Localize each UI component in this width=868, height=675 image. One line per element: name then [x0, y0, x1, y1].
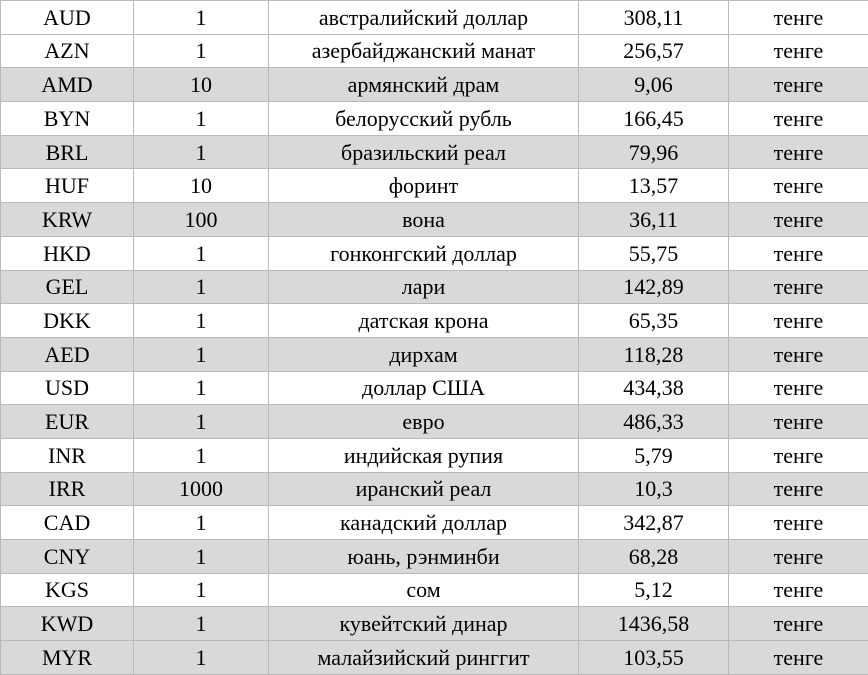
units-cell: 1: [134, 405, 269, 439]
table-row: [1, 34, 868, 68]
currency-name-cell: дирхам: [269, 337, 579, 371]
currency-code-cell: GEL: [1, 270, 134, 304]
currency-unit-cell: тенге: [729, 236, 868, 270]
currency-unit-cell: тенге: [729, 270, 868, 304]
currency-name-cell: юань, рэнминби: [269, 540, 579, 574]
units-cell: 1: [134, 371, 269, 405]
currency-unit-cell: тенге: [729, 169, 868, 203]
currency-code-cell: AMD: [1, 68, 134, 102]
table-row: [1, 641, 868, 675]
units-cell: 1: [134, 506, 269, 540]
currency-code-cell: CAD: [1, 506, 134, 540]
currency-name-cell: вона: [269, 203, 579, 237]
table-row: [1, 607, 868, 641]
currency-name-cell: форинт: [269, 169, 579, 203]
table-row: [1, 371, 868, 405]
table-row: [1, 304, 868, 338]
rate-cell: 68,28: [579, 540, 729, 574]
rate-cell: 13,57: [579, 169, 729, 203]
table-row: [1, 337, 868, 371]
table-row: [1, 236, 868, 270]
currency-unit-cell: тенге: [729, 607, 868, 641]
rate-cell: 1436,58: [579, 607, 729, 641]
currency-name-cell: индийская рупия: [269, 438, 579, 472]
units-cell: 1: [134, 573, 269, 607]
currency-unit-cell: тенге: [729, 506, 868, 540]
rate-cell: 434,38: [579, 371, 729, 405]
currency-unit-cell: тенге: [729, 337, 868, 371]
units-cell: 1: [134, 641, 269, 675]
units-cell: 1: [134, 1, 269, 35]
table-row: [1, 203, 868, 237]
table-row: [1, 1, 868, 35]
table-row: [1, 540, 868, 574]
rate-cell: 65,35: [579, 304, 729, 338]
currency-unit-cell: тенге: [729, 641, 868, 675]
currency-name-cell: бразильский реал: [269, 135, 579, 169]
currency-name-cell: армянский драм: [269, 68, 579, 102]
currency-name-cell: гонконгский доллар: [269, 236, 579, 270]
units-cell: 10: [134, 68, 269, 102]
rate-cell: 5,12: [579, 573, 729, 607]
rate-cell: 79,96: [579, 135, 729, 169]
rate-cell: 166,45: [579, 102, 729, 136]
currency-rates-body: [1, 1, 868, 675]
rate-cell: 103,55: [579, 641, 729, 675]
rate-cell: 308,11: [579, 1, 729, 35]
units-cell: 100: [134, 203, 269, 237]
rate-cell: 10,3: [579, 472, 729, 506]
currency-unit-cell: тенге: [729, 203, 868, 237]
currency-name-cell: датская крона: [269, 304, 579, 338]
table-row: [1, 438, 868, 472]
units-cell: 1: [134, 34, 269, 68]
rate-cell: 55,75: [579, 236, 729, 270]
currency-unit-cell: тенге: [729, 472, 868, 506]
currency-unit-cell: тенге: [729, 1, 868, 35]
currency-code-cell: BRL: [1, 135, 134, 169]
units-cell: 1000: [134, 472, 269, 506]
table-row: [1, 472, 868, 506]
currency-unit-cell: тенге: [729, 34, 868, 68]
rate-cell: 486,33: [579, 405, 729, 439]
currency-unit-cell: тенге: [729, 573, 868, 607]
currency-code-cell: DKK: [1, 304, 134, 338]
rate-cell: 342,87: [579, 506, 729, 540]
currency-code-cell: USD: [1, 371, 134, 405]
units-cell: 1: [134, 607, 269, 641]
units-cell: 10: [134, 169, 269, 203]
table-row: [1, 506, 868, 540]
currency-name-cell: канадский доллар: [269, 506, 579, 540]
currency-unit-cell: тенге: [729, 371, 868, 405]
currency-code-cell: MYR: [1, 641, 134, 675]
currency-unit-cell: тенге: [729, 68, 868, 102]
rate-cell: 9,06: [579, 68, 729, 102]
currency-name-cell: азербайджанский манат: [269, 34, 579, 68]
units-cell: 1: [134, 540, 269, 574]
currency-code-cell: KWD: [1, 607, 134, 641]
rate-cell: 36,11: [579, 203, 729, 237]
currency-code-cell: CNY: [1, 540, 134, 574]
table-row: [1, 169, 868, 203]
currency-name-cell: кувейтский динар: [269, 607, 579, 641]
currency-code-cell: HUF: [1, 169, 134, 203]
currency-code-cell: KRW: [1, 203, 134, 237]
table-row: [1, 135, 868, 169]
currency-code-cell: HKD: [1, 236, 134, 270]
units-cell: 1: [134, 236, 269, 270]
units-cell: 1: [134, 438, 269, 472]
currency-unit-cell: тенге: [729, 102, 868, 136]
currency-unit-cell: тенге: [729, 438, 868, 472]
table-row: [1, 68, 868, 102]
currency-name-cell: сом: [269, 573, 579, 607]
currency-name-cell: евро: [269, 405, 579, 439]
units-cell: 1: [134, 135, 269, 169]
rate-cell: 256,57: [579, 34, 729, 68]
rate-cell: 118,28: [579, 337, 729, 371]
units-cell: 1: [134, 270, 269, 304]
currency-name-cell: малайзийский ринггит: [269, 641, 579, 675]
currency-code-cell: AED: [1, 337, 134, 371]
rate-cell: 142,89: [579, 270, 729, 304]
currency-name-cell: доллар США: [269, 371, 579, 405]
table-row: [1, 573, 868, 607]
currency-code-cell: AUD: [1, 1, 134, 35]
currency-code-cell: INR: [1, 438, 134, 472]
table-row: [1, 405, 868, 439]
currency-code-cell: AZN: [1, 34, 134, 68]
currency-name-cell: лари: [269, 270, 579, 304]
units-cell: 1: [134, 102, 269, 136]
currency-name-cell: белорусский рубль: [269, 102, 579, 136]
currency-unit-cell: тенге: [729, 540, 868, 574]
units-cell: 1: [134, 337, 269, 371]
currency-name-cell: австралийский доллар: [269, 1, 579, 35]
currency-unit-cell: тенге: [729, 135, 868, 169]
table-row: [1, 102, 868, 136]
rate-cell: 5,79: [579, 438, 729, 472]
currency-name-cell: иранский реал: [269, 472, 579, 506]
units-cell: 1: [134, 304, 269, 338]
currency-code-cell: BYN: [1, 102, 134, 136]
currency-code-cell: KGS: [1, 573, 134, 607]
currency-unit-cell: тенге: [729, 304, 868, 338]
currency-code-cell: EUR: [1, 405, 134, 439]
table-row: [1, 270, 868, 304]
currency-code-cell: IRR: [1, 472, 134, 506]
currency-unit-cell: тенге: [729, 405, 868, 439]
